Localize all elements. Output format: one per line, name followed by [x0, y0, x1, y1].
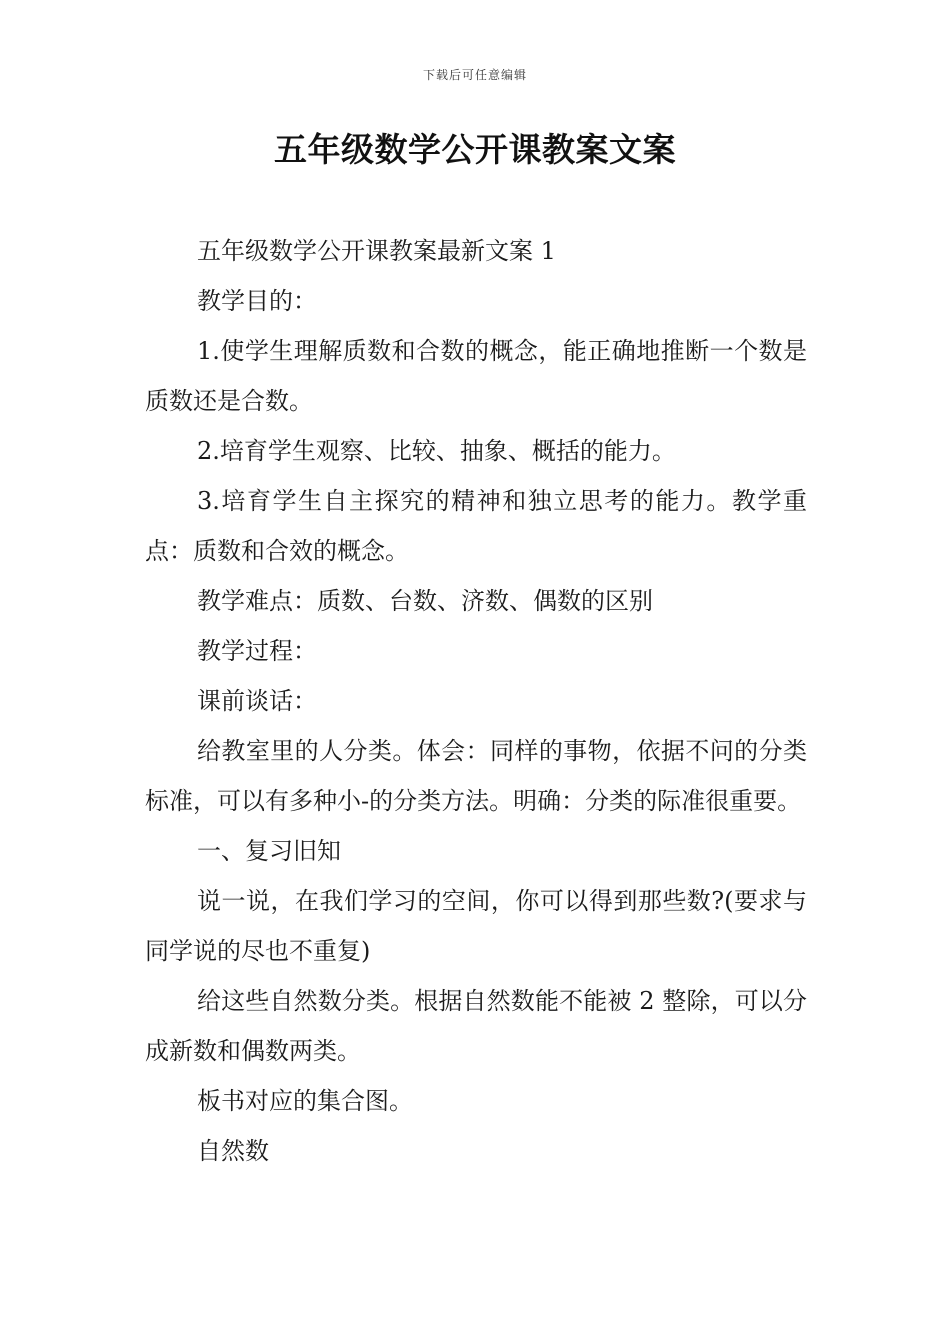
paragraph-objective-2: 2.培育学生观察、比较、抽象、概括的能力。 [197, 437, 676, 465]
paragraph-review-heading: 一、复习旧知 [197, 837, 341, 865]
document-body [145, 226, 807, 1176]
paragraph-process-label: 教学过程： [197, 637, 317, 665]
header-note: 下载后可任意编辑 [422, 68, 527, 82]
paragraph-classify: 给教室里的人分类。体会：同样的事物，依据不问的分类标准，可以有多种小-的分类方法。明确：分类的际准很重要。 [145, 737, 807, 815]
paragraph-board: 板书对应的集合图。 [197, 1087, 413, 1115]
paragraph-natural-classify: 给这些自然数分类。根据自然数能不能被 2 整除，可以分成新数和偶数两类。 [145, 987, 807, 1065]
paragraph-objective-3: 3.培育学生自主探究的精神和独立思考的能力。教学重点：质数和合效的概念。 [145, 487, 807, 565]
paragraph-objectives-label: 教学目的： [197, 287, 317, 315]
paragraph-natural-numbers: 自然数 [197, 1137, 269, 1165]
paragraph-pre-class-label: 课前谈话： [197, 687, 317, 715]
paragraph-objective-1: 1.使学生理解质数和合数的概念，能正确地推断一个数是质数还是合数。 [145, 337, 807, 415]
paragraph-heading-1: 五年级数学公开课教案最新文案 1 [197, 237, 556, 265]
paragraph-say: 说一说，在我们学习的空间，你可以得到那些数?(要求与同学说的尽也不重复) [145, 887, 807, 965]
paragraph-difficulty: 教学难点：质数、台数、济数、偶数的区别 [197, 587, 653, 615]
document-title: 五年级数学公开课教案文案 [274, 130, 676, 169]
